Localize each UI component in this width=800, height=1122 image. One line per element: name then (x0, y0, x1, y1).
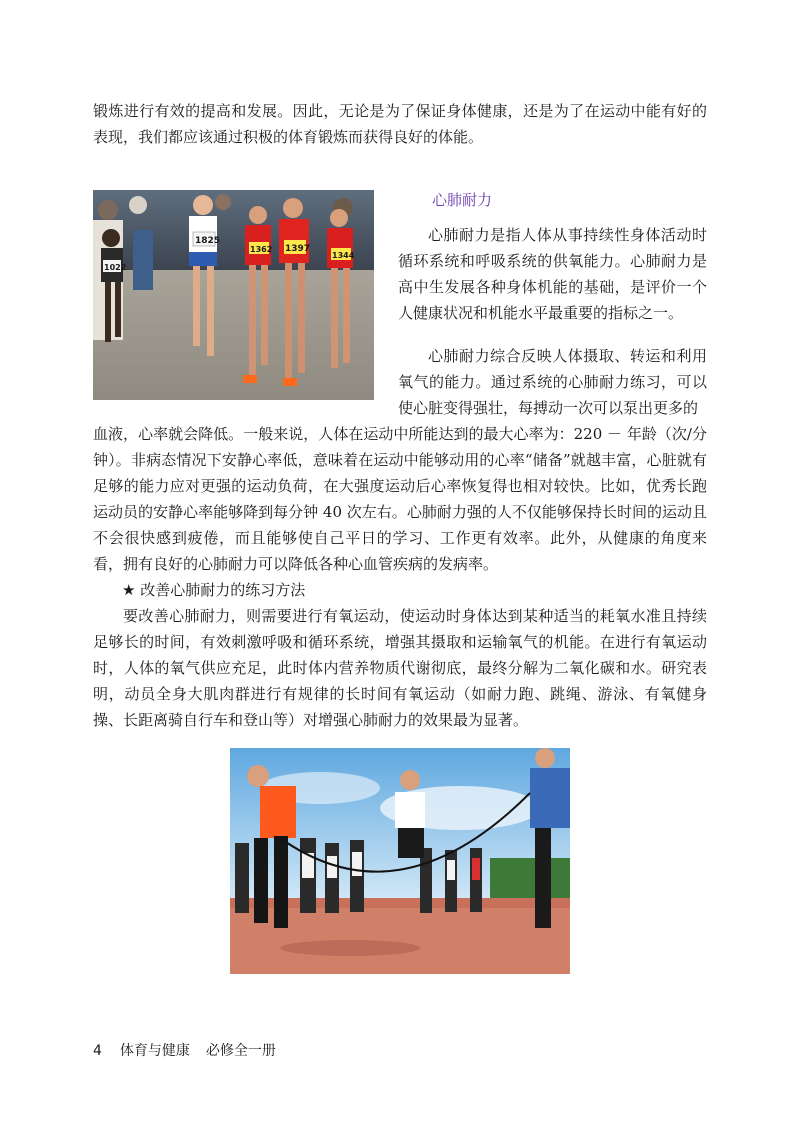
marathon-runners-photo (93, 190, 374, 400)
page-footer (93, 1040, 276, 1060)
bib-number-1: 1825 (195, 236, 221, 246)
section-paragraph-2-head: 心肺耐力综合反映人体摄取、转运和利用氧气的能力。通过系统的心肺耐力练习，可以使心脏变得强壮，每搏动一次可以泵出更多的 (398, 347, 707, 417)
jump-rope-photo (230, 748, 570, 974)
methods-subheading: ★ 改善心肺耐力的练习方法 (122, 581, 306, 599)
section-paragraph-1: 心肺耐力是指人体从事持续性身体活动时循环系统和呼吸系统的供氧能力。心肺耐力是高中生发展各种身体机能的基础，是评价一个人健康状况和机能水平最重要的指标之一。 (398, 226, 707, 322)
bib-number-4: 1344 (332, 251, 355, 260)
bib-number-3: 1397 (285, 244, 311, 254)
section-title: 心肺耐力 (432, 191, 493, 209)
methods-paragraph: 要改善心肺耐力，则需要进行有氧运动，使运动时身体达到某种适当的耗氧水准且持续足够长的时间，有效刺激呼吸和循环系统，增强其摄取和运输氧气的机能。在进行有氧运动时，人体的氧气供应充足，此时体内营养物质代谢彻底，最终分解为二氧化碳和水。研究表明，动员全身大肌肉群进行有规律的长时间有氧运动（如耐力跑、跳绳、游泳、有氧健身操、长距离骑自行车和登山等）对增强心肺耐力的效果最为显著。 (93, 607, 707, 729)
page-number: 4 (93, 1043, 102, 1059)
book-title: 体育与健康 (119, 1043, 190, 1059)
section-paragraph-2-tail: 血液，心率就会降低。一般来说，人体在运动中所能达到的最大心率为：220 － 年龄（次/分钟）。非病态情况下安静心率低，意味着在运动中能够动用的心率“储备”就越丰富，心脏就有足够的能力应对更强的运动负荷，在大强度运动后心率恢复得也相对较快。比如，优秀长跑运动员的安静心率能够降到每分钟 40 次左右。心肺耐力强的人不仅能够保持长时间的运动且不会很快感到疲倦，而且能够使自己平日的学习、工作更有效率。此外，从健康的角度来看，拥有良好的心肺耐力可以降低各种心血管疾病的发病率。 (93, 425, 707, 573)
bib-number-2: 1362 (250, 245, 273, 254)
book-edition: 必修全一册 (205, 1043, 276, 1059)
intro-paragraph: 锻炼进行有效的提高和发展。因此，无论是为了保证身体健康，还是为了在运动中能有好的表现，我们都应该通过积极的体育锻炼而获得良好的体能。 (93, 102, 707, 146)
bib-number-5: 1022 (104, 263, 127, 272)
